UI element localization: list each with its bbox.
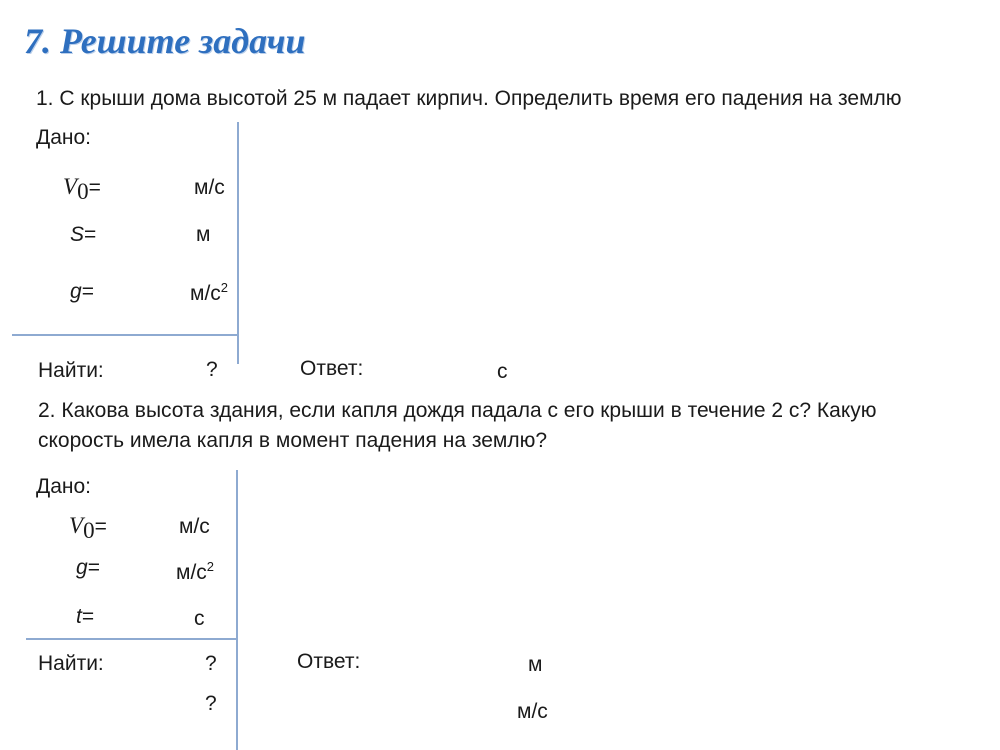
problem2-answer-unit-1: м	[528, 653, 543, 676]
problem2-find-value-1: ?	[205, 652, 217, 675]
problem1-s-label: S=	[70, 223, 97, 246]
problem1-answer-label: Ответ:	[300, 357, 364, 380]
problem2-find-label: Найти:	[38, 652, 104, 675]
problem1-given-label: Дано:	[36, 126, 92, 149]
page-title: 7. Решите задачи	[24, 21, 306, 61]
problem1-find-value: ?	[206, 358, 218, 381]
problem2-answer-label: Ответ:	[297, 650, 361, 673]
problem2-question-line1: 2. Какова высота здания, если капля дождя падала с его крыши в течение 2 с? Какую	[38, 399, 877, 422]
problem2-find-value-2: ?	[205, 692, 217, 715]
problem1-question: 1. С крыши дома высотой 25 м падает кирпич. Определить время его падения на землю	[36, 87, 902, 110]
problem2-answer-unit-2: м/с	[517, 700, 548, 723]
problem1-find-label: Найти:	[38, 359, 104, 382]
problem1-vertical-divider	[237, 122, 239, 364]
problem1-v0-unit: м/с	[194, 176, 225, 199]
problem1-answer-unit: с	[497, 360, 508, 383]
problem2-t-unit: с	[194, 607, 205, 630]
problem2-given-label: Дано:	[36, 475, 92, 498]
problem2-horizontal-divider	[26, 638, 238, 640]
problem2-g-unit: $м/с^2$	[176, 559, 215, 584]
problem1-g-unit: $м/с^2$	[190, 280, 229, 305]
problem2-g-label: g=	[76, 556, 100, 579]
problem1-g-label: g=	[70, 280, 94, 303]
problem2-v0-label: $V_0=$	[69, 513, 107, 544]
problem1-v0-label: $V_0=$	[63, 174, 101, 205]
problem2-t-label: t=	[76, 605, 95, 628]
problem1-s-unit: м	[196, 223, 211, 246]
problem2-question-line2: скорость имела капля в момент падения на землю?	[38, 429, 548, 452]
problem1-horizontal-divider	[12, 334, 239, 336]
problem2-v0-unit: м/с	[179, 515, 210, 538]
problem2-vertical-divider	[236, 470, 238, 750]
